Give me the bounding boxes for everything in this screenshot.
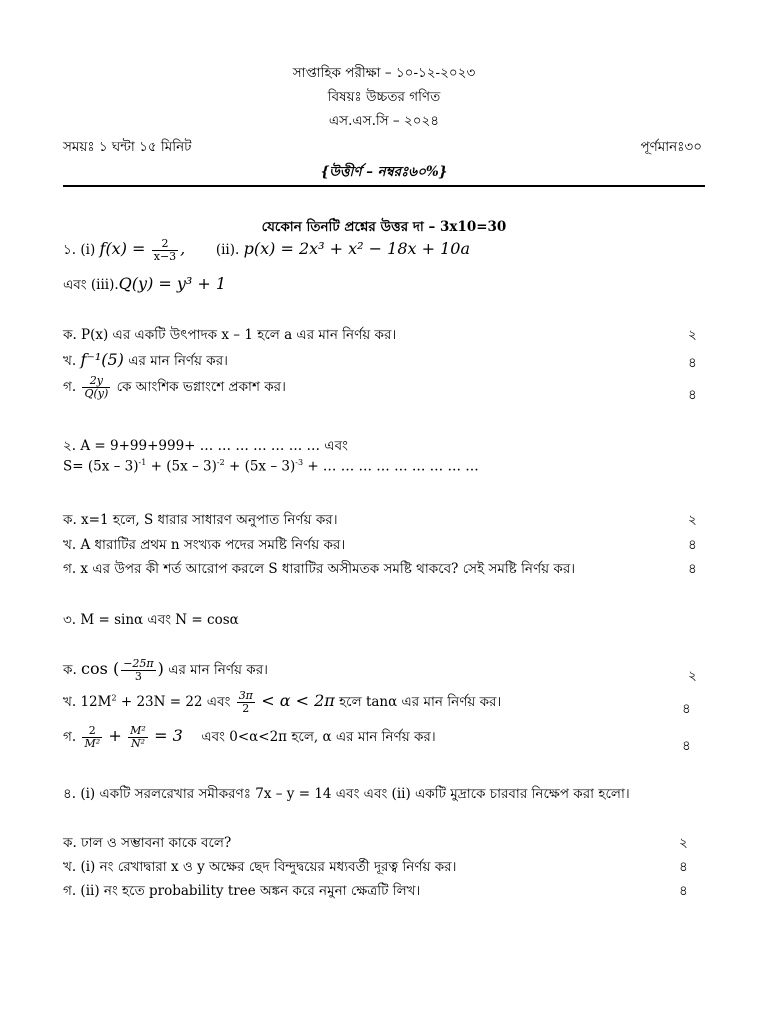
q3-ga-mark: ৪ (682, 738, 691, 754)
q1-iii-prefix: এবং (iii). (63, 277, 119, 293)
full-marks: পূর্ণমানঃ৩০ (640, 139, 702, 155)
q3-line1: ৩. M = sinα এবং N = cosα (63, 612, 239, 628)
q1-ga-mark: ৪ (688, 387, 697, 403)
q1-ga-fraction: $\frac{2y}{Q(y)}$ (84, 374, 109, 401)
q4-kha-mark: ৪ (679, 859, 688, 875)
q4-ga-mark: ৪ (679, 883, 688, 899)
q2-ga: গ. x এর উপর কী শর্ত আরোপ করলে S ধারাটির অসীমতক সমষ্টি থাকবে? সেই সমষ্টি নির্ণয় কর। (63, 561, 576, 577)
q2-line2: S= (5x – 3)$^{-1}$ + (5x – 3)$^{-2}$ + (5x – 3)$^{-3}$ + … … … … … … … … … (63, 458, 479, 475)
q1-ii-expr: p(x) = 2x³ + x² − 18x + 10a (243, 239, 471, 259)
q1-i-label: (i) (80, 242, 96, 259)
q1-i-lhs: f(x) = (99, 239, 146, 259)
q1-ii-label: (ii). (215, 242, 240, 259)
q3-ka: ক. cos ( $\frac{-25\pi}{3}$ ) এর মান নির্ণয় কর। (63, 657, 268, 684)
q2-ka-mark: ২ (688, 512, 697, 528)
q2-ga-mark: ৪ (688, 561, 697, 577)
header-divider (63, 185, 705, 187)
q1-number: ১. (63, 242, 77, 259)
q2-kha-mark: ৪ (688, 537, 697, 553)
q2-line1: ২. A = 9+99+999+ … … … … … … … এবং (63, 438, 348, 454)
q2-kha: খ. A ধারাটির প্রথম n সংখ্যক পদের সমষ্টি নির্ণয় কর। (63, 537, 346, 553)
class-line: এস.এস.সি – ২০২৪ (328, 113, 440, 129)
q1-kha-expr: f⁻¹(5) (80, 350, 124, 369)
q4-ka-mark: ২ (679, 835, 688, 851)
q1-ga: গ. $\frac{2y}{Q(y)}$ কে আংশিক ভগ্নাংশে প্রকাশ কর। (63, 374, 286, 401)
q3-ga-fraction1: $\frac{2}{\text{M²}}$ (84, 724, 101, 751)
q4-line1: ৪. (i) একটি সরলরেখার সমীকরণঃ 7x – y = 14 এবং এবং (ii) একটি মুদ্রাকে চারবার নিক্ষেপ করা হলো। (63, 786, 630, 802)
q4-ka: ক. ঢাল ও সম্ভাবনা কাকে বলে? (63, 835, 232, 851)
q3-kha-mark: ৪ (682, 701, 691, 717)
q1-ka: ক. P(x) এর একটি উৎপাদক x – 1 হলে a এর মান নির্ণয় কর। (63, 327, 397, 343)
time-line: সময়ঃ ১ ঘন্টা ১৫ মিনিট (63, 139, 192, 155)
q1-line1: ১. (i) f(x) = $\frac{2}{x-3}$ , (ii). p(x) = 2x³ + x² − 18x + 10a (63, 237, 471, 264)
instruction: যেকোন তিনটি প্রশ্নের উত্তর দা – 3x10=30 (261, 219, 507, 235)
q1-kha-mark: ৪ (688, 355, 697, 371)
q1-kha: খ. f⁻¹(5) এর মান নির্ণয় কর। (63, 350, 228, 369)
q1-i-fraction: $\frac{2}{x-3}$ (153, 237, 177, 264)
subject-line: বিষয়ঃ উচ্চতর গণিত (327, 89, 441, 105)
q3-ga-fraction2: $\frac{\text{M²}}{\text{N²}}$ (130, 724, 146, 751)
q3-kha-fraction: $\frac{3\pi}{2}$ (238, 689, 253, 716)
q3-ka-mark: ২ (688, 668, 697, 684)
q3-ka-fraction: $\frac{-25\pi}{3}$ (123, 657, 154, 684)
exam-title: সাপ্তাহিক পরীক্ষা – ১০-১২-২০২৩ (292, 65, 476, 81)
q1-ka-mark: ২ (688, 327, 697, 343)
pass-marks: {উত্তীর্ণ – নম্বরঃ৬০%} (320, 164, 448, 180)
q3-kha: খ. $12M^2 + 23N = 22$ এবং $\frac{3\pi}{2}$ < α < 2π হলে tanα এর মান নির্ণয় কর। (63, 689, 502, 716)
q2-ka: ক. x=1 হলে, S ধারার সাধারণ অনুপাত নির্ণয় কর। (63, 512, 338, 528)
q3-ga: গ. $\frac{2}{\text{M²}}$ + $\frac{\text{M²}}{\text{N²}}$ = 3 এবং 0<α<2π হলে, α এর মান নির্ণয় কর। (63, 724, 436, 751)
q1-line2 (63, 274, 226, 297)
q4-ga: গ. (ii) নং হতে probability tree অঙ্কন করে নমুনা ক্ষেত্রটি লিখ। (63, 883, 421, 899)
q4-kha: খ. (i) নং রেখাদ্বারা x ও y অক্ষের ছেদ বিন্দুদ্বয়ের মধ্যবর্তী দূরত্ব নির্ণয় কর। (63, 859, 457, 875)
q1-iii-expr: Q(y) = y³ + 1 (118, 274, 227, 293)
